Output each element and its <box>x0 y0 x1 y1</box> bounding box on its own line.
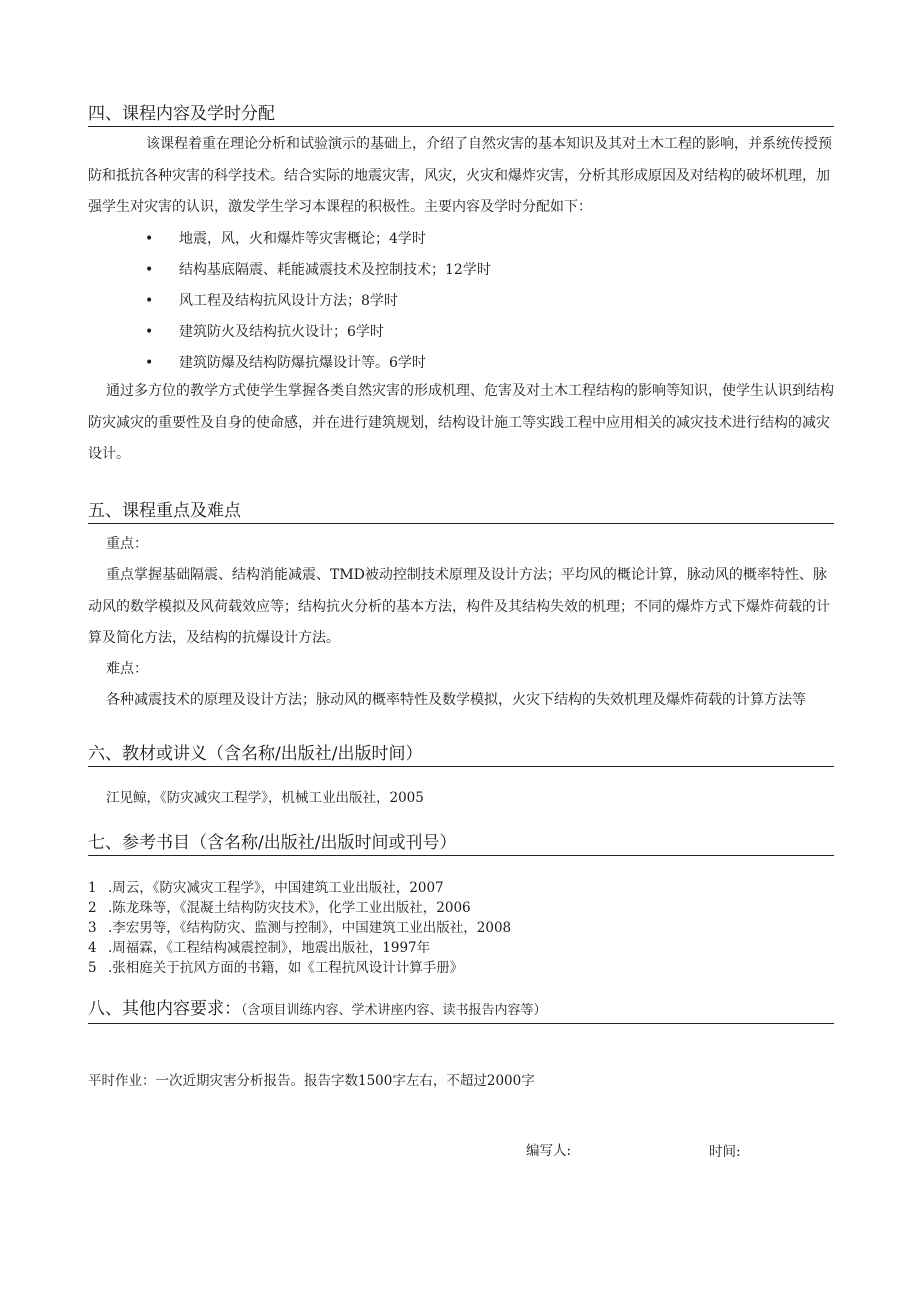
reference-item <box>88 898 471 918</box>
list-item-text: 风工程及结构抗风设计方法；8学时 <box>179 293 398 309</box>
section-6-title: 六、教材或讲义（含名称/出版社/出版时间） <box>88 744 423 764</box>
reference-item <box>88 878 444 898</box>
reference-item <box>88 958 463 978</box>
list-item <box>145 286 398 317</box>
section-7-heading <box>88 832 834 856</box>
section-5-heading <box>88 500 834 524</box>
reference-text: .陈龙珠等，《混凝土结构防灾技术》，化学工业出版社，2006 <box>108 900 471 916</box>
time-label: 时间: <box>709 1144 741 1160</box>
key-points-text: 重点掌握基础隔震、结构消能减震、TMD被动控制技术原理及设计方法；平均风的概论计算，脉动风的概率特性、脉动风的数学模拟及风荷载效应等；结构抗火分析的基本方法，构件及其结构失效的机理；不同的爆炸方式下爆炸荷载的计算及简化方法，及结构的抗爆设计方法。 <box>88 567 830 646</box>
reference-item <box>88 918 511 938</box>
list-item <box>145 255 491 286</box>
list-item-text: 结构基底隔震、耗能减震技术及控制技术；12学时 <box>179 262 491 278</box>
section-4-heading <box>88 103 834 127</box>
list-item-text: 地震，风，火和爆炸等灾害概论；4学时 <box>179 231 426 247</box>
section-8-title: 八、其他内容要求： <box>88 999 241 1019</box>
reference-text: .周云，《防灾减灾工程学》，中国建筑工业出版社，2007 <box>108 880 444 896</box>
list-item-text: 建筑防火及结构抗火设计；6学时 <box>179 324 384 340</box>
reference-item <box>88 938 430 958</box>
section-4-title: 四、课程内容及学时分配 <box>88 104 275 124</box>
list-item-text: 建筑防爆及结构防爆抗爆设计等。6学时 <box>179 355 426 371</box>
difficult-points-label: 难点： <box>106 661 148 677</box>
reference-number: 3 <box>88 920 97 936</box>
bullet-icon: • <box>145 231 154 247</box>
section-5-title: 五、课程重点及难点 <box>88 501 241 521</box>
key-points-label: 重点： <box>106 536 148 552</box>
section-4-outro: 通过多方位的教学方式使学生掌握各类自然灾害的形成机理、危害及对土木工程结构的影响等知识，使学生认识到结构防灾减灾的重要性及自身的使命感，并在进行建筑规划，结构设计施工等实践工程中应用相关的减灾技术进行结构的减灾设计。 <box>88 383 834 462</box>
section-7-title: 七、参考书目（含名称/出版社/出版时间或刊号） <box>88 833 457 853</box>
reference-text: .张相庭关于抗风方面的书籍，如《工程抗风设计计算手册》 <box>108 960 464 976</box>
section-4-intro: 该课程着重在理论分析和试验演示的基础上，介绍了自然灾害的基本知识及其对土木工程的影响，并系统传授预防和抵抗各种灾害的科学技术。结合实际的地震灾害，风灾，火灾和爆炸灾害，分析其形成原因及对结构的破坏机理，加强学生对灾害的认识，激发学生学习本课程的积极性。主要内容及学时分配如下： <box>88 136 832 215</box>
textbook-entry: 江见鲸，《防灾减灾工程学》，机械工业出版社，2005 <box>106 790 424 806</box>
bullet-icon: • <box>145 262 154 278</box>
author-label: 编写人: <box>526 1143 572 1159</box>
difficult-points-text: 各种减震技术的原理及设计方法；脉动风的概率特性及数学模拟，火灾下结构的失效机理及爆炸荷载的计算方法等 <box>106 692 806 708</box>
reference-number: 2 <box>88 900 97 916</box>
bullet-icon: • <box>145 293 154 309</box>
bullet-icon: • <box>145 324 154 340</box>
list-item <box>145 224 426 255</box>
list-item <box>145 317 384 348</box>
list-item <box>145 348 426 379</box>
homework-text: 平时作业：一次近期灾害分析报告。报告字数1500字左右，不超过2000字 <box>88 1073 535 1089</box>
reference-number: 4 <box>88 940 97 956</box>
bullet-icon: • <box>145 355 154 371</box>
reference-text: .周福霖，《工程结构减震控制》，地震出版社，1997年 <box>108 940 431 956</box>
section-8-heading <box>88 998 834 1024</box>
section-6-heading <box>88 743 834 767</box>
reference-number: 1 <box>88 880 97 896</box>
reference-text: .李宏男等，《结构防灾、监测与控制》，中国建筑工业出版社，2008 <box>108 920 512 936</box>
reference-number: 5 <box>88 960 97 976</box>
section-8-subtitle: （含项目训练内容、学术讲座内容、读书报告内容等） <box>241 1003 547 1018</box>
